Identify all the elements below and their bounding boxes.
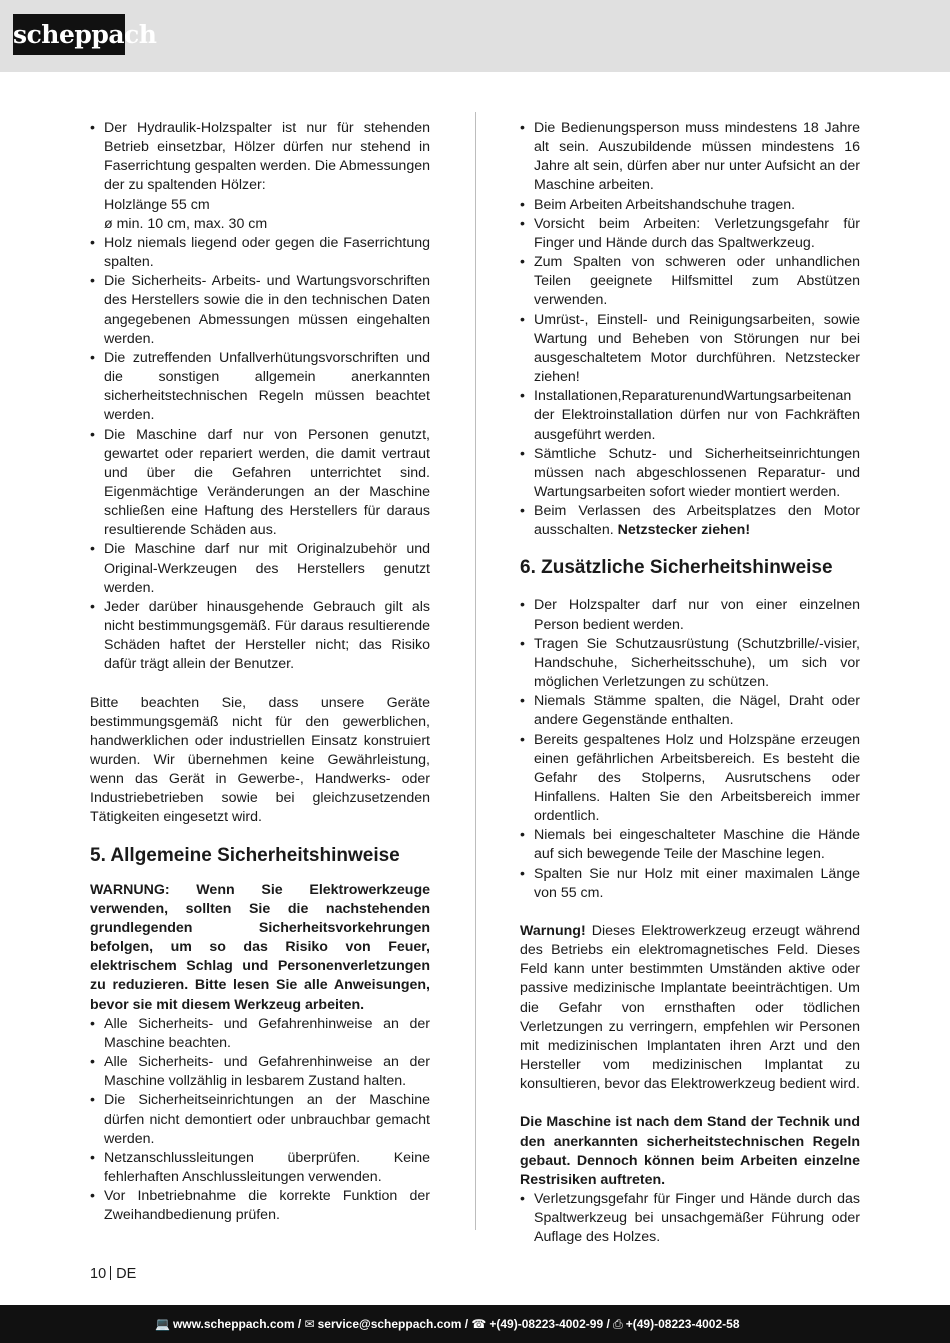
list-item: • Vorsicht beim Arbeiten: Verletzungsgefahr für Finger und Hände durch das Spaltwerkzeug.: [520, 215, 860, 253]
fax-number: +(49)-08223-4002-58: [625, 1317, 740, 1331]
footer-bar: [0, 1305, 950, 1343]
computer-icon: 💻: [155, 1317, 170, 1331]
list-item: • Beim Verlassen des Arbeitsplatzes den Motor ausschalten. Netzstecker ziehen!: [520, 502, 860, 540]
list-item: • Installationen,ReparaturenundWartungsarbeitenan der Elektroinstallation dürfen nur von Fachkräften ausgeführt werden.: [520, 387, 860, 444]
column-divider: [475, 112, 476, 1230]
list-item: • Beim Arbeiten Arbeitshandschuhe tragen.: [520, 196, 860, 215]
scheppach-logo: scheppach: [13, 14, 125, 55]
list-item: • Die zutreffenden Unfallverhütungsvorschriften und die sonstigen allgemein anerkannten sicherheitstechnischen Regeln müssen beachtet werden.: [90, 349, 430, 426]
list-item: • Sämtliche Schutz- und Sicherheitseinrichtungen müssen nach abgeschlossenen Reparatur- und Wartungsarbeiten sofort wieder montiert werden.: [520, 445, 860, 502]
list-item: • Alle Sicherheits- und Gefahrenhinweise an der Maschine beachten.: [90, 1015, 430, 1053]
warning-paragraph: WARNUNG: Wenn Sie Elektrowerkzeuge verwenden, sollten Sie die nachstehenden grundlegenden Sicherheitsvorkehrungen befolgen, um so das Risiko von Feuer, elektrischem Schlag und Personenverletzungen zu reduzieren. Bitte lesen Sie alle Anweisungen, bevor sie mit diesem Werkzeug arbeiten.: [90, 881, 430, 1013]
left-column: [90, 119, 430, 1225]
list-item: • Die Maschine darf nur von Personen genutzt, gewartet oder repariert werden, die damit vertraut und über die Gefahren unterrichtet sind. Eigenmächtige Veränderungen an der Maschine schließen eine Haftung des Herstellers für daraus resultierende Schäden aus.: [90, 426, 430, 541]
list-item: • Netzanschlussleitungen überprüfen. Keine fehlerhaften Anschlussleitungen verwenden.: [90, 1149, 430, 1187]
list-item: • Niemals Stämme spalten, die Nägel, Draht oder andere Gegenstände enthalten.: [520, 692, 860, 730]
list-item: • Der Holzspalter darf nur von einer einzelnen Person bedient werden.: [520, 596, 860, 634]
list-item: • Die Bedienungsperson muss mindestens 18 Jahre alt sein. Auszubildende müssen mindestens 16 Jahre alt sein, dürfen aber nur unter Aufsicht an der Maschine arbeiten.: [520, 119, 860, 196]
list-item: • Jeder darüber hinausgehende Gebrauch gilt als nicht bestimmungsgemäß. Für daraus resultierende Schäden haftet der Hersteller nicht; das Risiko dafür trägt allein der Benutzer.: [90, 598, 430, 675]
list-item: • Alle Sicherheits- und Gefahrenhinweise an der Maschine vollzählig in lesbarem Zustand halten.: [90, 1053, 430, 1091]
section-6-heading: 6. Zusätzliche Sicherheitshinweise: [520, 557, 833, 579]
list-item: • Tragen Sie Schutzausrüstung (Schutzbrille/-visier, Handschuhe, Sicherheitsschuhe), um sich vor möglichen Verletzungen zu schützen.: [520, 635, 860, 692]
operator-rules-list: [520, 119, 860, 540]
list-item: • Vor Inbetriebnahme die korrekte Funktion der Zweihandbedienung prüfen.: [90, 1187, 430, 1225]
list-item: • Die Sicherheitseinrichtungen an der Maschine dürfen nicht demontiert oder unbrauchbar gemacht werden.: [90, 1091, 430, 1148]
usage-rules-list: [90, 119, 430, 675]
residual-risk-paragraph: Die Maschine ist nach dem Stand der Technik und den anerkannten sicherheitstechnischen Regeln gebaut. Dennoch können beim Arbeiten einzelne Restrisiken auftreten.: [520, 1114, 860, 1188]
list-item: • Die Sicherheits- Arbeits- und Wartungsvorschriften des Herstellers sowie die in den technischen Daten angegebenen Abmessungen müssen eingehalten werden.: [90, 272, 430, 349]
contact-info: [155, 1305, 740, 1343]
mail-icon: ✉: [304, 1317, 315, 1331]
residual-risk-list: [520, 1190, 860, 1247]
dimension-length: Holzlänge 55 cm: [104, 196, 210, 213]
list-item: • Niemals bei eingeschalteter Maschine die Hände auf sich bewegende Teile der Maschine legen.: [520, 826, 860, 864]
emf-warning-paragraph: Warnung! Dieses Elektrowerkzeug erzeugt während des Betriebs ein elektromagnetisches Feld. Dieses Feld kann unter bestimmten Umständen aktive oder passive medizinische Implantate beeinträchtigen. Um die Gefahr von ernsthaften oder tödlichen Verletzungen zu verringern, empfehlen wir Personen mit medizinischen Implantaten ihren Arzt und den Hersteller vom medizinischen Implantat zu konsultieren, bevor das Elektrowerkzeug bedient wird.: [520, 922, 860, 1093]
list-item: • Bereits gespaltenes Holz und Holzspäne erzeugen einen gefährlichen Arbeitsbereich. Es besteht die Gefahr des Stolperns, Ausrutschens oder Hinfallens. Halten Sie den Arbeitsbereich immer ordentlich.: [520, 731, 860, 827]
additional-safety-list: [520, 596, 860, 903]
list-item: • Die Maschine darf nur mit Originalzubehör und Original-Werkzeugen des Herstellers genutzt werden.: [90, 540, 430, 597]
list-item: • Verletzungsgefahr für Finger und Hände durch das Spaltwerkzeug bei unsachgemäßer Führung oder Auflage des Holzes.: [520, 1190, 860, 1247]
phone-number: +(49)-08223-4002-99 /: [489, 1317, 610, 1331]
list-item: • Zum Spalten von schweren oder unhandlichen Teilen geeignete Hilfsmittel zum Abstützen verwenden.: [520, 253, 860, 310]
list-item: • Spalten Sie nur Holz mit einer maximalen Länge von 55 cm.: [520, 865, 860, 903]
list-item: • Der Hydraulik-Holzspalter ist nur für stehenden Betrieb einsetzbar, Hölzer dürfen nur stehend in Faserrichtung gespalten werden. Die Abmessungen der zu spaltenden Hölzer: Holzlänge 55 cm ø min. 10 cm, max. 30 cm: [90, 119, 430, 234]
page-separator: [110, 1266, 111, 1280]
list-item: • Holz niemals liegend oder gegen die Faserrichtung spalten.: [90, 234, 430, 272]
section-5-heading: 5. Allgemeine Sicherheitshinweise: [90, 844, 400, 866]
right-column: [520, 119, 860, 1247]
header-bar: [0, 0, 950, 72]
general-safety-list: [90, 1015, 430, 1226]
page-number: 10 DE: [90, 1266, 137, 1282]
fax-icon: ⎙: [613, 1317, 623, 1331]
website-link[interactable]: www.scheppach.com /: [172, 1317, 302, 1331]
notice-paragraph: Bitte beachten Sie, dass unsere Geräte bestimmungsgemäß nicht für den gewerblichen, handwerklichen oder industriellen Einsatz konstruiert wurden. Wir übernehmen keine Gewährleistung, wenn das Gerät in Gewerbe-, Handwerks- oder Industriebetrieben sowie bei gleichzusetzenden Tätigkeiten eingesetzt wird.: [90, 694, 430, 826]
phone-icon: ☎: [471, 1317, 487, 1331]
dimension-diameter: ø min. 10 cm, max. 30 cm: [104, 215, 268, 232]
email-link[interactable]: service@scheppach.com /: [317, 1317, 469, 1331]
list-item: • Umrüst-, Einstell- und Reinigungsarbeiten, sowie Wartung und Beheben von Störungen nur bei ausgeschaltetem Motor durchführen. Netzstecker ziehen!: [520, 311, 860, 388]
